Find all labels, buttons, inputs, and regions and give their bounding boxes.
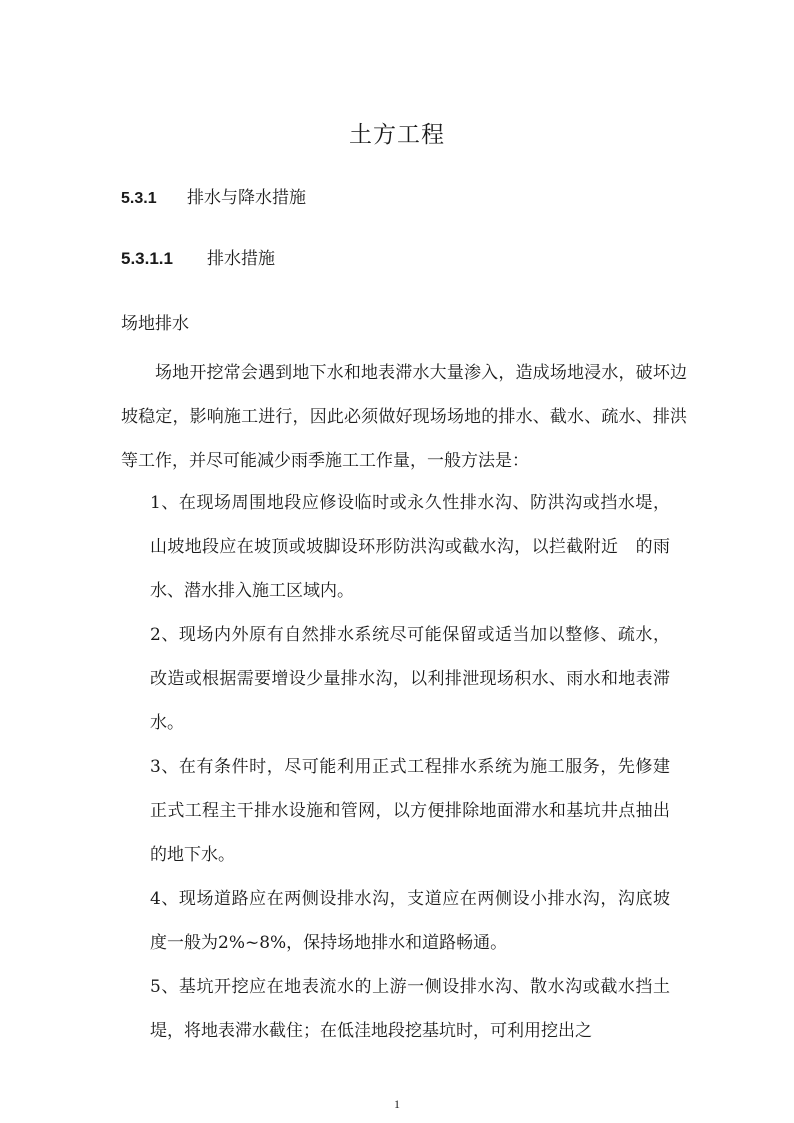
- list-item: 1、在现场周围地段应修设临时或永久性排水沟、防洪沟或挡水堤，山坡地段应在坡顶或坡脚设环形防洪沟或截水沟，以拦截附近 的雨水、潜水排入施工区域内。: [150, 493, 670, 601]
- subsection-title: 排水措施: [207, 249, 275, 269]
- page-title: 土方工程: [349, 122, 445, 148]
- list-item: 3、在有条件时，尽可能利用正式工程排水系统为施工服务，先修建正式工程主干排水设施和管网，以方便排除地面滞水和基坑井点抽出的地下水。: [150, 757, 670, 865]
- page-number: 1: [394, 1097, 400, 1111]
- section-title: 排水与降水措施: [187, 188, 306, 208]
- section-number: 5.3.1: [121, 190, 157, 207]
- subsection-heading: [121, 247, 275, 271]
- list-item: 2、现场内外原有自然排水系统尽可能保留或适当加以整修、疏水，改造或根据需要增设少量排水沟，以利排泄现场积水、雨水和地表滞水。: [150, 625, 670, 733]
- subsection-number: 5.3.1.1: [121, 249, 173, 268]
- measures-list: [150, 481, 670, 1053]
- list-item: 5、基坑开挖应在地表流水的上游一侧设排水沟、散水沟或截水挡土堤，将地表滞水截住；在低洼地段挖基坑时，可利用挖出之: [150, 977, 670, 1041]
- intro-paragraph: 场地开挖常会遇到地下水和地表滞水大量渗入，造成场地浸水，破坏边坡稳定，影响施工进行，因此必须做好现场场地的排水、截水、疏水、排洪等工作，并尽可能减少雨季施工工作量，一般方法是：: [121, 363, 687, 471]
- section-heading: [121, 186, 306, 211]
- topic-heading: 场地排水: [121, 314, 189, 334]
- list-item: 4、现场道路应在两侧设排水沟，支道应在两侧设小排水沟，沟底坡度一般为2%~8%，保持场地排水和道路畅通。: [150, 889, 670, 953]
